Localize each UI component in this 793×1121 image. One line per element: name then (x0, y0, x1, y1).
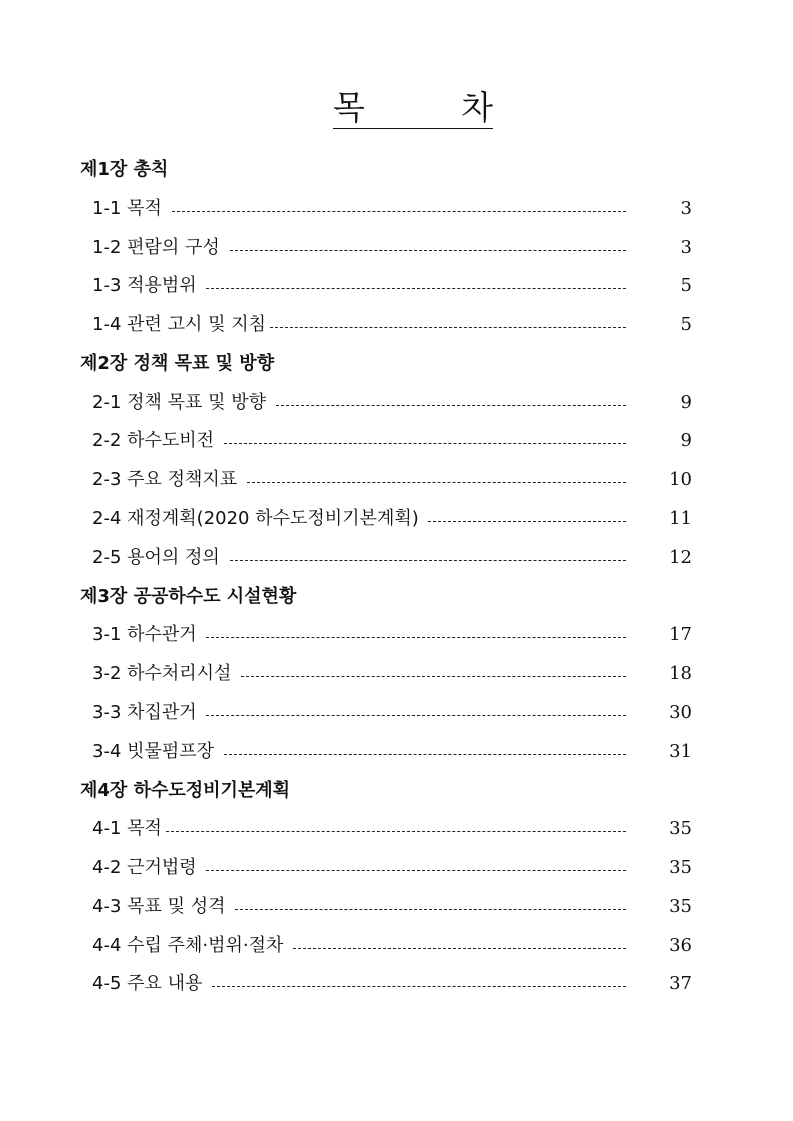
toc-leader-line (241, 676, 626, 677)
toc-leader-line (428, 521, 626, 522)
toc-page-number: 18 (669, 663, 692, 684)
page-title (333, 86, 493, 129)
toc-leader-line (206, 715, 626, 716)
toc-entry-label: 1-4 관련 고시 및 지침 (92, 314, 267, 335)
toc-leader-line (224, 754, 626, 755)
toc-page-number: 17 (669, 624, 692, 645)
toc-leader-line (206, 288, 626, 289)
toc-entry[interactable] (92, 197, 692, 221)
toc-entry-label: 2-5 용어의 정의 (92, 547, 226, 568)
toc-entry[interactable] (92, 546, 692, 570)
toc-leader-line (230, 560, 626, 561)
toc-entry-label: 1-3 적용범위 (92, 275, 203, 296)
toc-entry-label: 2-2 하수도비전 (92, 430, 220, 451)
toc-entry[interactable] (92, 662, 692, 686)
toc-entry[interactable] (92, 236, 692, 260)
title-right-char: 차 (461, 88, 493, 127)
toc-entry-label: 3-1 하수관거 (92, 624, 203, 645)
toc-entry-label: 4-2 근거법령 (92, 857, 203, 878)
toc-entry[interactable] (92, 817, 692, 841)
toc-leader-line (212, 986, 626, 987)
toc-leader-line (206, 870, 626, 871)
toc-entry[interactable] (92, 856, 692, 880)
toc-page-number: 5 (680, 275, 692, 296)
toc-entry-label: 3-3 차집관거 (92, 702, 203, 723)
toc-entry-label: 4-4 수립 주체·범위·절차 (92, 935, 290, 956)
toc-entry[interactable] (92, 468, 692, 492)
toc-page-number: 10 (669, 469, 692, 490)
toc-entry[interactable] (92, 934, 692, 958)
toc-leader-line (224, 443, 626, 444)
toc-leader-line (276, 405, 626, 406)
toc-page-number: 35 (669, 896, 692, 917)
toc-page-number: 12 (669, 547, 692, 568)
chapter-heading-2: 제2장 정책 목표 및 방향 (80, 353, 275, 374)
toc-leader-line (235, 909, 626, 910)
toc-entry-label: 3-2 하수처리시설 (92, 663, 238, 684)
chapter-heading-4: 제4장 하수도정비기본계획 (80, 780, 291, 801)
toc-entry-label: 4-3 목표 및 성격 (92, 896, 232, 917)
toc-page-number: 35 (669, 857, 692, 878)
toc-leader-line (166, 831, 626, 832)
toc-entry[interactable] (92, 313, 692, 337)
toc-page-number: 30 (669, 702, 692, 723)
toc-entry-label: 4-5 주요 내용 (92, 973, 209, 994)
chapter-heading-1: 제1장 총칙 (80, 159, 169, 180)
toc-leader-line (247, 482, 626, 483)
toc-leader-line (293, 948, 626, 949)
toc-page-number: 35 (669, 818, 692, 839)
toc-leader-line (172, 211, 626, 212)
toc-entry[interactable] (92, 972, 692, 996)
toc-entry[interactable] (92, 740, 692, 764)
toc-entry-label: 2-3 주요 정책지표 (92, 469, 243, 490)
toc-page-number: 3 (680, 237, 692, 258)
toc-entry[interactable] (92, 507, 692, 531)
toc-entry-label: 2-1 정책 목표 및 방향 (92, 392, 272, 413)
toc-entry[interactable] (92, 391, 692, 415)
toc-page-number: 3 (680, 198, 692, 219)
toc-entry-label: 2-4 재정계획(2020 하수도정비기본계획) (92, 508, 425, 529)
toc-entry[interactable] (92, 274, 692, 298)
toc-page-number: 36 (669, 935, 692, 956)
toc-entry[interactable] (92, 701, 692, 725)
toc-page-number: 9 (680, 430, 692, 451)
toc-leader-line (206, 637, 626, 638)
toc-entry-label: 3-4 빗물펌프장 (92, 741, 220, 762)
toc-entry-label: 1-1 목적 (92, 198, 168, 219)
toc-entry-label: 4-1 목적 (92, 818, 162, 839)
toc-page-number: 31 (669, 741, 692, 762)
toc-entry[interactable] (92, 429, 692, 453)
toc-entry[interactable] (92, 623, 692, 647)
toc-page-number: 37 (669, 973, 692, 994)
chapter-heading-3: 제3장 공공하수도 시설현황 (80, 586, 297, 607)
toc-leader-line (270, 327, 626, 328)
toc-page-number: 11 (669, 508, 692, 529)
toc-entry[interactable] (92, 895, 692, 919)
toc-leader-line (230, 250, 626, 251)
toc-page-number: 9 (680, 392, 692, 413)
toc-page-number: 5 (680, 314, 692, 335)
toc-entry-label: 1-2 편람의 구성 (92, 237, 226, 258)
title-left-char: 목 (333, 88, 365, 127)
